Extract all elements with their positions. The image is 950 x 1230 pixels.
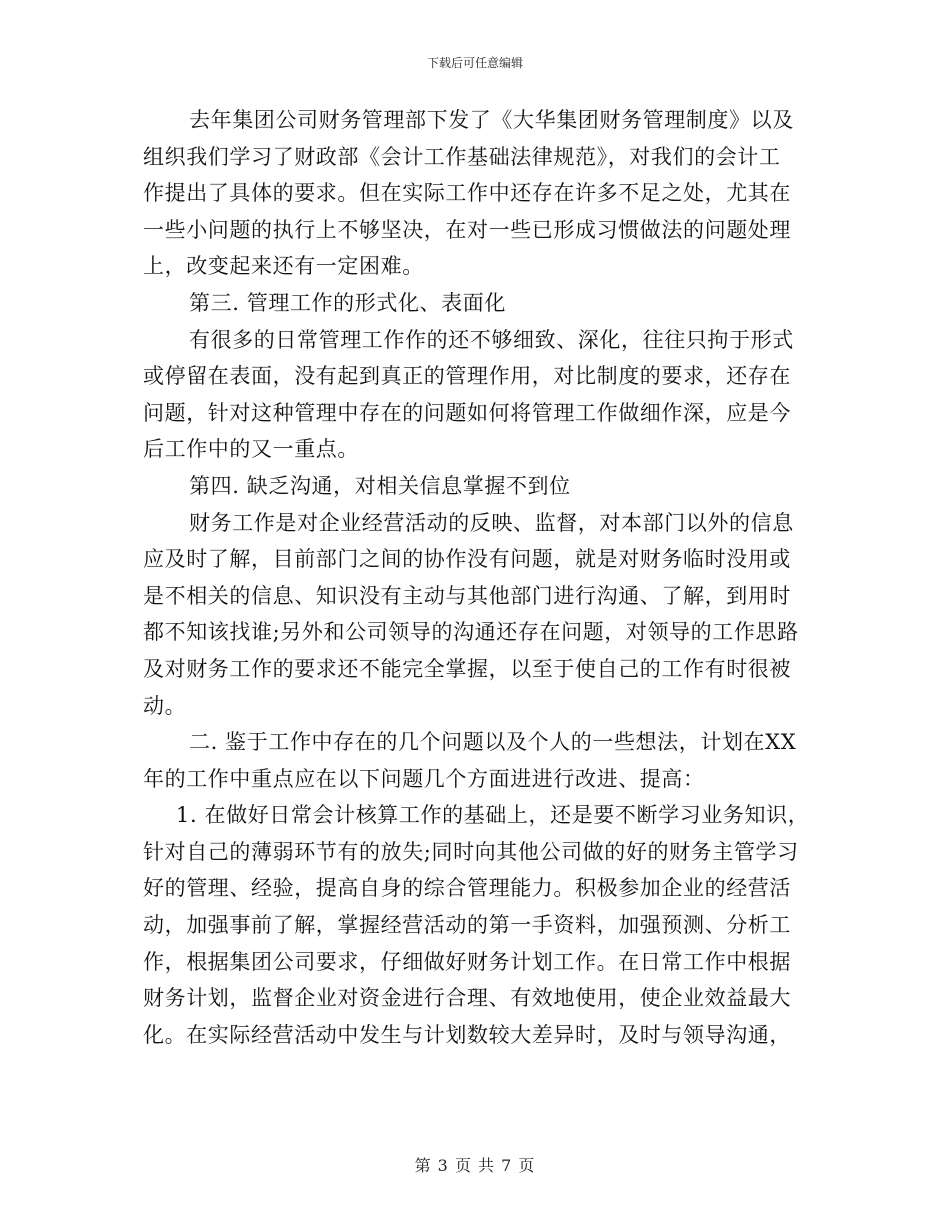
paragraph-line: 都不知该找谁;另外和公司领导的沟通还存在问题，对领导的工作思路: [143, 620, 799, 645]
paragraph-line: 去年集团公司财务管理部下发了《大华集团财务管理制度》以及: [189, 108, 794, 132]
list-item-line: 1. 在做好日常会计核算工作的基础上，还是要不断学习业务知识，: [176, 803, 810, 828]
paragraph-line: 针对自己的薄弱环节有的放失;同时向其他公司做的好的财务主管学习: [143, 839, 799, 864]
paragraph-line: 化。在实际经营活动中发生与计划数较大差异时，及时与领导沟通，: [143, 1022, 791, 1047]
paragraph-line: 问题，针对这种管理中存在的问题如何将管理工作做细作深，应是今: [143, 400, 791, 425]
paragraph-line: 或停留在表面，没有起到真正的管理作用，对比制度的要求，还存在: [143, 364, 791, 389]
section-heading: 第四. 缺乏沟通，对相关信息掌握不到位: [189, 473, 571, 498]
paragraph-line: 财务计划，监督企业对资金进行合理、有效地使用，使企业效益最大: [143, 986, 791, 1011]
paragraph-line: 有很多的日常管理工作作的还不够细致、深化，往往只拘于形式: [189, 327, 794, 352]
document-body: [143, 102, 823, 1053]
paragraph-line: 好的管理、经验，提高自身的综合管理能力。积极参加企业的经营活: [143, 876, 791, 901]
section-heading: 第三. 管理工作的形式化、表面化: [189, 290, 506, 315]
paragraph-line: 是不相关的信息、知识没有主动与其他部门进行沟通、了解，到用时: [143, 583, 791, 608]
paragraph-line: 二. 鉴于工作中存在的几个问题以及个人的一些想法，计划在XX: [189, 730, 797, 755]
paragraph-line: 应及时了解，目前部门之间的协作没有问题，就是对财务临时没用或: [143, 547, 791, 572]
paragraph-line: 动。: [143, 693, 187, 718]
paragraph-line: 后工作中的又一重点。: [143, 437, 359, 462]
paragraph-line: 作提出了具体的要求。但在实际工作中还存在许多不足之处，尤其在: [143, 181, 791, 206]
paragraph-line: 组织我们学习了财政部《会计工作基础法律规范》，对我们的会计工: [143, 144, 781, 169]
paragraph-line: 动，加强事前了解，掌握经营活动的第一手资料，加强预测、分析工: [143, 913, 791, 938]
paragraph-line: 及对财务工作的要求还不能完全掌握，以至于使自己的工作有时很被: [143, 656, 791, 681]
paragraph-line: 财务工作是对企业经营活动的反映、监督，对本部门以外的信息: [189, 510, 794, 535]
page-number: 第 3 页 共 7 页: [414, 1156, 536, 1175]
paragraph-line: 上，改变起来还有一定困难。: [143, 254, 424, 279]
paragraph-line: 一些小问题的执行上不够坚决，在对一些已形成习惯做法的问题处理: [143, 217, 791, 242]
paragraph-line: 年的工作中重点应在以下问题几个方面进进行改进、提高：: [143, 766, 705, 791]
paragraph-line: 作，根据集团公司要求，仔细做好财务计划工作。在日常工作中根据: [143, 949, 791, 974]
page-header: 下载后可任意编辑: [426, 56, 523, 70]
